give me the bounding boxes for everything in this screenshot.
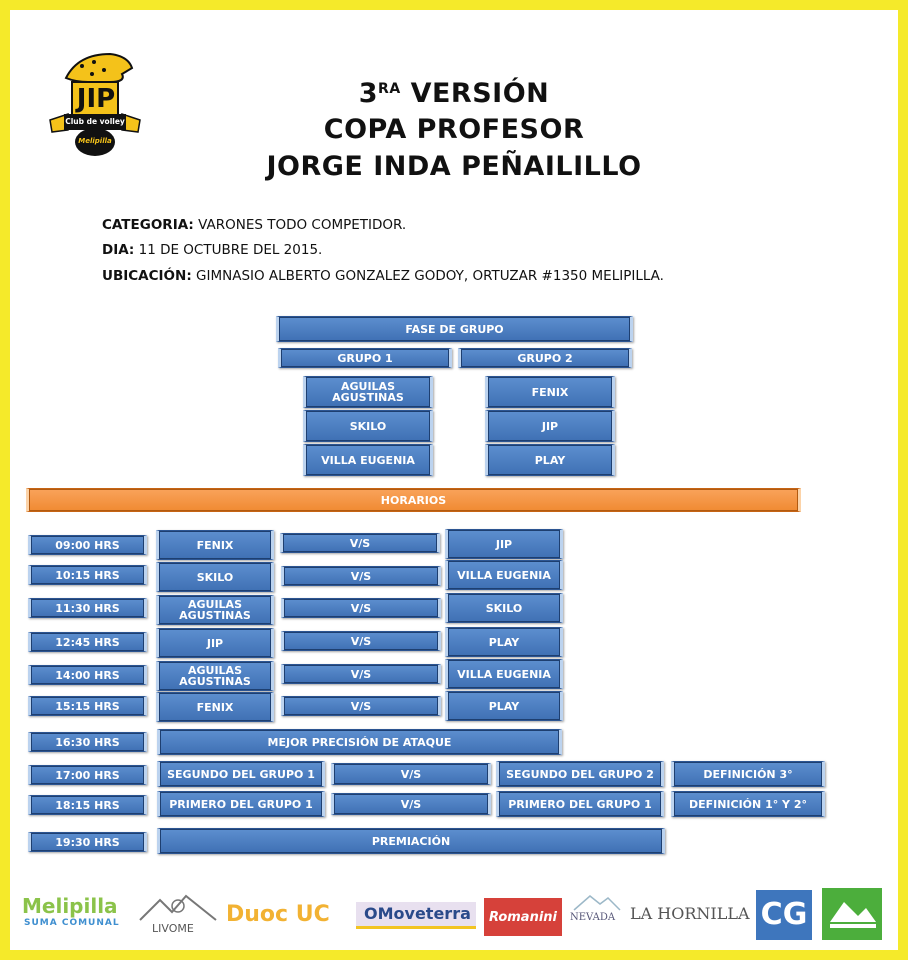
mountain-icon xyxy=(138,892,218,922)
final-vs: V/S xyxy=(331,793,491,815)
schedule-header: HORARIOS xyxy=(26,488,801,512)
sponsor-green-construction xyxy=(822,884,882,944)
sponsor-romanini: Romanini xyxy=(484,884,562,944)
match-away-team: SKILO xyxy=(445,593,563,623)
match-time: 10:15 HRS xyxy=(28,565,147,585)
match-time: 11:30 HRS xyxy=(28,598,147,618)
final-definition: DEFINICIÓN 1° Y 2° xyxy=(671,791,825,817)
phase-header: FASE DE GRUPO xyxy=(276,316,633,342)
info-dia: DIA: 11 DE OCTUBRE DEL 2015. xyxy=(102,242,323,258)
attack-contest: MEJOR PRECISIÓN DE ATAQUE xyxy=(157,729,562,755)
match-home-team: SKILO xyxy=(156,562,274,592)
match-home-team: JIP xyxy=(156,628,274,658)
sponsor-duoc: Duoc UC xyxy=(226,902,330,927)
match-time: 09:00 HRS xyxy=(28,535,147,555)
sponsor-livome: LIVOME xyxy=(138,884,218,944)
match-time: 14:00 HRS xyxy=(28,665,147,685)
sponsor-nevada: NEVADA xyxy=(568,884,624,944)
sponsor-melipilla: Melipilla SUMA COMUNAL xyxy=(22,894,120,928)
match-home-team: FENIX xyxy=(156,530,274,560)
title-line-3: JORGE INDA PEÑAILILLO xyxy=(266,151,642,182)
title-line-1: $3^{RA}$ VERSIÓN xyxy=(358,78,550,109)
match-away-team: PLAY xyxy=(445,627,563,657)
third-place-vs: V/S xyxy=(331,763,491,785)
match-vs: V/S xyxy=(281,566,441,586)
match-time: 15:15 HRS xyxy=(28,696,147,716)
match-home-team: FENIX xyxy=(156,692,274,722)
club-logo-name: JIP xyxy=(76,84,116,114)
info-categoria: CATEGORIA: VARONES TODO COMPETIDOR. xyxy=(102,217,407,233)
award-time: 19:30 HRS xyxy=(28,832,147,852)
third-place-home: SEGUNDO DEL GRUPO 1 xyxy=(157,761,325,787)
match-away-team: VILLA EUGENIA xyxy=(445,659,563,689)
group-1-header: GRUPO 1 xyxy=(278,348,452,368)
match-vs: V/S xyxy=(281,664,441,684)
group-1-team: AGUILAS AGUSTINAS xyxy=(303,376,433,408)
match-vs: V/S xyxy=(281,631,441,651)
match-vs: V/S xyxy=(280,533,440,553)
match-away-team: PLAY xyxy=(445,691,563,721)
sponsor-cg: CG xyxy=(756,884,812,944)
match-vs: V/S xyxy=(281,598,441,618)
match-away-team: JIP xyxy=(445,529,563,559)
third-place-time: 17:00 HRS xyxy=(28,765,147,785)
group-2-header: GRUPO 2 xyxy=(458,348,632,368)
sponsor-moveterra: OMoveterra xyxy=(356,884,478,944)
match-home-team: AGUILAS AGUSTINAS xyxy=(156,661,274,691)
final-away: PRIMERO DEL GRUPO 1 xyxy=(496,791,664,817)
match-home-team: AGUILAS AGUSTINAS xyxy=(156,595,274,625)
group-1-team: VILLA EUGENIA xyxy=(303,444,433,476)
group-2-team: FENIX xyxy=(485,376,615,408)
match-vs: V/S xyxy=(281,696,441,716)
mountain-peak-icon xyxy=(572,892,622,912)
group-2-team: PLAY xyxy=(485,444,615,476)
group-2-team: JIP xyxy=(485,410,615,442)
award-ceremony: PREMIACIÓN xyxy=(157,828,665,854)
final-time: 18:15 HRS xyxy=(28,795,147,815)
club-logo-sub: Melipilla xyxy=(78,137,112,145)
building-icon xyxy=(822,888,882,940)
third-place-away: SEGUNDO DEL GRUPO 2 xyxy=(496,761,664,787)
final-home: PRIMERO DEL GRUPO 1 xyxy=(157,791,325,817)
info-ubicacion: UBICACIÓN: GIMNASIO ALBERTO GONZALEZ GODOY, ORTUZAR #1350 MELIPILLA. xyxy=(102,268,664,284)
match-away-team: VILLA EUGENIA xyxy=(445,560,563,590)
club-logo-caption: Club de volley xyxy=(65,117,125,126)
third-place-definition: DEFINICIÓN 3° xyxy=(671,761,825,787)
title-line-2: COPA PROFESOR xyxy=(323,114,585,145)
match-time: 12:45 HRS xyxy=(28,632,147,652)
attack-time: 16:30 HRS xyxy=(28,732,147,752)
sponsor-hornilla: LA HORNILLA xyxy=(630,904,750,923)
group-1-team: SKILO xyxy=(303,410,433,442)
